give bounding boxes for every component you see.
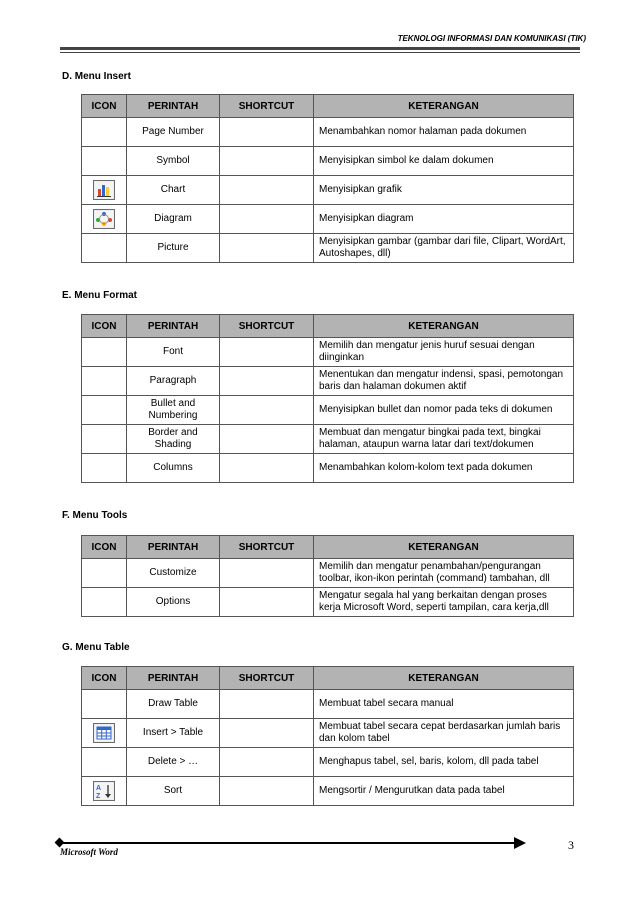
section-title: E. Menu Format [62, 290, 138, 301]
sort-az-icon [93, 781, 115, 801]
table-row [82, 367, 574, 396]
column-header-perintah: PERINTAH [127, 667, 220, 690]
keterangan-cell: Membuat tabel secara cepat berdasarkan jumlah baris dan kolom tabel [314, 719, 574, 748]
column-header-keterangan: KETERANGAN [314, 315, 574, 338]
page-number: 3 [568, 838, 574, 852]
shortcut-cell [220, 748, 314, 777]
perintah-cell: Draw Table [127, 690, 220, 719]
column-header-perintah: PERINTAH [127, 536, 220, 559]
menu-table [81, 666, 574, 806]
perintah-cell: Paragraph [127, 367, 220, 396]
perintah-cell: Picture [127, 234, 220, 263]
column-header-shortcut: SHORTCUT [220, 667, 314, 690]
keterangan-cell: Menghapus tabel, sel, baris, kolom, dll pada tabel [314, 748, 574, 777]
menu-table [81, 535, 574, 617]
shortcut-cell [220, 396, 314, 425]
keterangan-cell: Membuat dan mengatur bingkai pada text, bingkai halaman, ataupun warna latar dari text/dokumen [314, 425, 574, 454]
table-row [82, 454, 574, 483]
section-title: D. Menu Insert [62, 71, 131, 82]
column-header-perintah: PERINTAH [127, 315, 220, 338]
icon-cell [82, 425, 127, 454]
keterangan-cell: Mengsortir / Mengurutkan data pada tabel [314, 777, 574, 806]
shortcut-cell [220, 425, 314, 454]
column-header-perintah: PERINTAH [127, 95, 220, 118]
table-row [82, 338, 574, 367]
icon-cell [82, 147, 127, 176]
icon-cell [82, 777, 127, 806]
column-header-icon: ICON [82, 315, 127, 338]
menu-table [81, 94, 574, 263]
column-header-shortcut: SHORTCUT [220, 536, 314, 559]
header-rule-thin [60, 52, 580, 53]
icon-cell [82, 559, 127, 588]
keterangan-cell: Memilih dan mengatur jenis huruf sesuai dengan diinginkan [314, 338, 574, 367]
keterangan-cell: Menambahkan nomor halaman pada dokumen [314, 118, 574, 147]
keterangan-cell: Menyisipkan gambar (gambar dari file, Clipart, WordArt, Autoshapes, dll) [314, 234, 574, 263]
icon-cell [82, 588, 127, 617]
shortcut-cell [220, 147, 314, 176]
svg-text:A: A [96, 785, 102, 792]
footer-arrow [514, 837, 526, 849]
keterangan-cell: Menyisipkan bullet dan nomor pada teks di dokumen [314, 396, 574, 425]
perintah-cell: Diagram [127, 205, 220, 234]
icon-cell [82, 234, 127, 263]
icon-cell [82, 690, 127, 719]
shortcut-cell [220, 559, 314, 588]
keterangan-cell: Membuat tabel secara manual [314, 690, 574, 719]
shortcut-cell [220, 367, 314, 396]
table-header-row [82, 667, 574, 690]
perintah-cell: Chart [127, 176, 220, 205]
table-row [82, 396, 574, 425]
column-header-icon: ICON [82, 536, 127, 559]
keterangan-cell: Menyisipkan grafik [314, 176, 574, 205]
perintah-cell: Delete > … [127, 748, 220, 777]
column-header-shortcut: SHORTCUT [220, 315, 314, 338]
keterangan-cell: Menyisipkan simbol ke dalam dokumen [314, 147, 574, 176]
column-header-icon: ICON [82, 667, 127, 690]
table-row [82, 118, 574, 147]
shortcut-cell [220, 454, 314, 483]
insert-table-icon [93, 723, 115, 743]
icon-cell [82, 367, 127, 396]
table-row [82, 234, 574, 263]
shortcut-cell [220, 338, 314, 367]
table-row [82, 690, 574, 719]
perintah-cell: Sort [127, 777, 220, 806]
keterangan-cell: Menyisipkan diagram [314, 205, 574, 234]
shortcut-cell [220, 118, 314, 147]
footer-line [60, 842, 518, 844]
perintah-cell: Page Number [127, 118, 220, 147]
footer-text: Microsoft Word [60, 847, 118, 857]
keterangan-cell: Memilih dan mengatur penambahan/pengurangan toolbar, ikon-ikon perintah (command) tambahan, dll [314, 559, 574, 588]
shortcut-cell [220, 205, 314, 234]
table-row [82, 719, 574, 748]
table-row [82, 205, 574, 234]
perintah-cell: Insert > Table [127, 719, 220, 748]
column-header-keterangan: KETERANGAN [314, 536, 574, 559]
table-header-row [82, 536, 574, 559]
perintah-cell: Symbol [127, 147, 220, 176]
table-row [82, 559, 574, 588]
section-title: G. Menu Table [62, 642, 130, 653]
shortcut-cell [220, 176, 314, 205]
table-row [82, 425, 574, 454]
table-header-row [82, 315, 574, 338]
table-row [82, 147, 574, 176]
table-header-row [82, 95, 574, 118]
keterangan-cell: Mengatur segala hal yang berkaitan dengan proses kerja Microsoft Word, seperti tampilan, cara kerja,dll [314, 588, 574, 617]
svg-text:Z: Z [96, 793, 101, 799]
icon-cell [82, 338, 127, 367]
column-header-keterangan: KETERANGAN [314, 95, 574, 118]
icon-cell [82, 748, 127, 777]
perintah-cell: Bullet and Numbering [127, 396, 220, 425]
table-row [82, 176, 574, 205]
keterangan-cell: Menambahkan kolom-kolom text pada dokumen [314, 454, 574, 483]
table-row [82, 748, 574, 777]
column-header-keterangan: KETERANGAN [314, 667, 574, 690]
table-row [82, 777, 574, 806]
perintah-cell: Border and Shading [127, 425, 220, 454]
perintah-cell: Customize [127, 559, 220, 588]
icon-cell [82, 118, 127, 147]
column-header-icon: ICON [82, 95, 127, 118]
diagram-icon [93, 209, 115, 229]
icon-cell [82, 205, 127, 234]
shortcut-cell [220, 234, 314, 263]
icon-cell [82, 719, 127, 748]
perintah-cell: Font [127, 338, 220, 367]
chart-icon [93, 180, 115, 200]
page-header-title: TEKNOLOGI INFORMASI DAN KOMUNIKASI (TIK) [397, 34, 586, 43]
header-rule [60, 47, 580, 50]
column-header-shortcut: SHORTCUT [220, 95, 314, 118]
icon-cell [82, 396, 127, 425]
perintah-cell: Columns [127, 454, 220, 483]
table-row [82, 588, 574, 617]
perintah-cell: Options [127, 588, 220, 617]
shortcut-cell [220, 588, 314, 617]
shortcut-cell [220, 777, 314, 806]
section-title: F. Menu Tools [62, 510, 128, 521]
shortcut-cell [220, 690, 314, 719]
icon-cell [82, 176, 127, 205]
shortcut-cell [220, 719, 314, 748]
menu-table [81, 314, 574, 483]
icon-cell [82, 454, 127, 483]
keterangan-cell: Menentukan dan mengatur indensi, spasi, pemotongan baris dan halaman dokumen aktif [314, 367, 574, 396]
